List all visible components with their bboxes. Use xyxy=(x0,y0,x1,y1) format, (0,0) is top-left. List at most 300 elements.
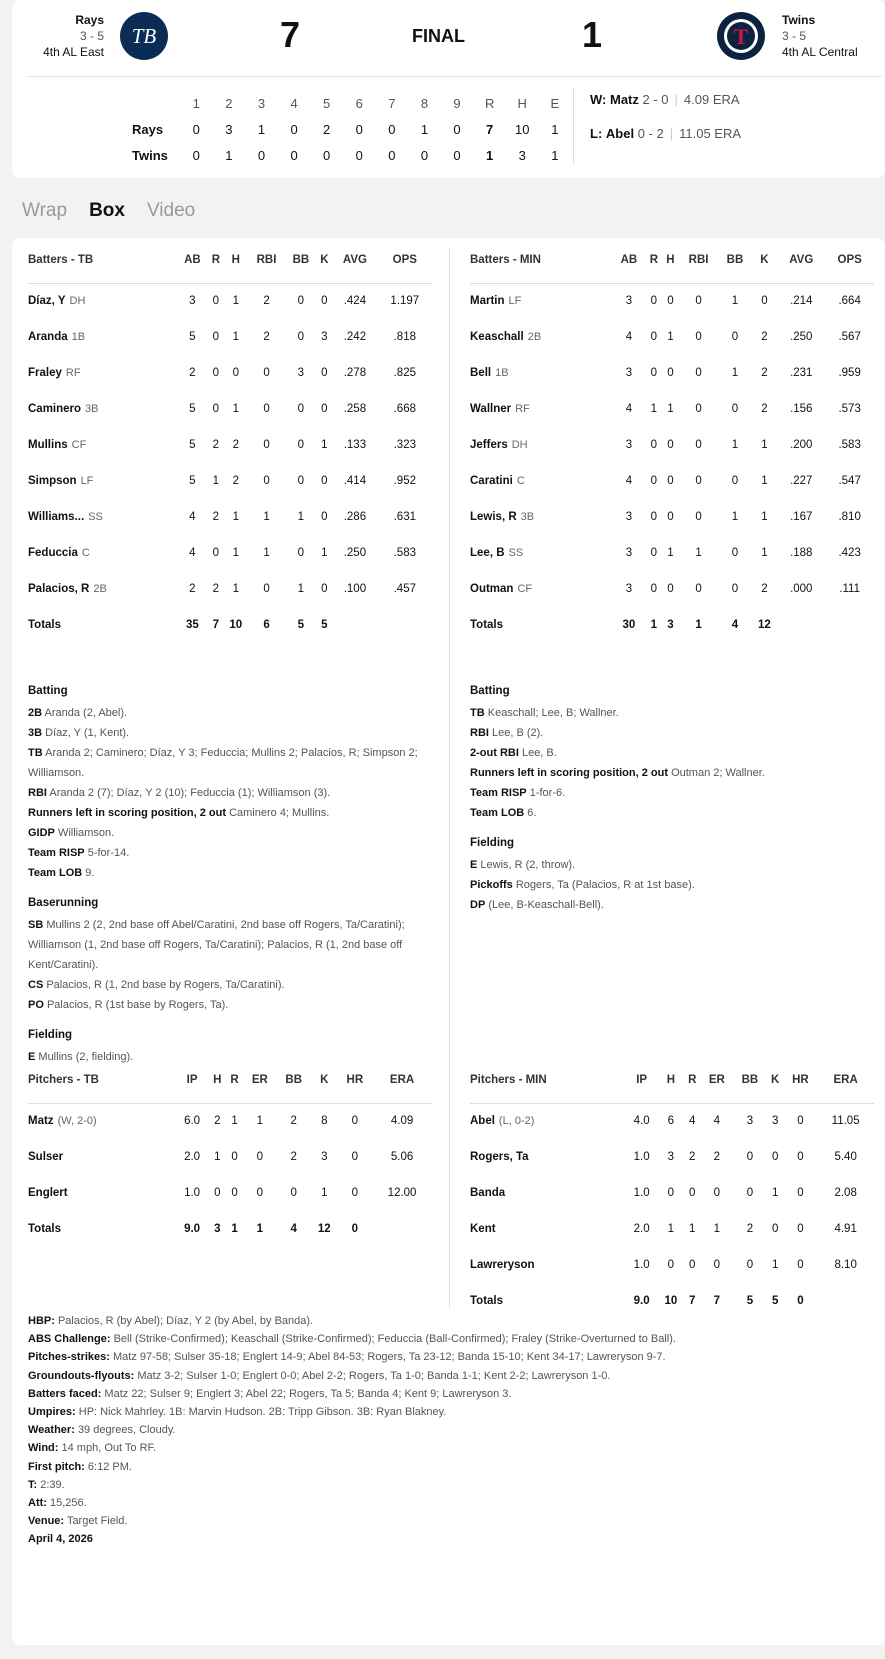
linescore-cell: 0 xyxy=(257,147,266,163)
stat-cell: 2 xyxy=(189,367,196,379)
column-header[interactable]: AVG xyxy=(332,238,377,283)
notes-section-title: Batting xyxy=(470,685,510,697)
pitcher-row[interactable] xyxy=(470,1103,874,1139)
stat-cell: 0 xyxy=(731,475,739,487)
column-header[interactable]: R xyxy=(208,238,224,283)
player-name[interactable]: Feduccia xyxy=(28,547,78,559)
away-team-name: Rays xyxy=(75,13,104,27)
batter-row[interactable] xyxy=(470,499,874,535)
stat-cell: 0 xyxy=(695,439,702,451)
player-position: 3B xyxy=(520,511,535,523)
score-header xyxy=(12,0,885,178)
batter-row[interactable] xyxy=(470,283,874,319)
note-value: Lewis, R (2, throw). xyxy=(480,859,576,871)
pitcher-name[interactable]: Lawreryson xyxy=(470,1259,535,1271)
note-line xyxy=(470,855,872,875)
table-title: Batters - TB xyxy=(28,238,177,283)
stat-cell: 8 xyxy=(321,1115,328,1128)
home-team-info[interactable] xyxy=(782,12,882,60)
column-header[interactable]: R xyxy=(684,1058,701,1103)
stat-cell: 1 xyxy=(667,403,674,415)
totals-cell: 5 xyxy=(297,619,305,631)
totals-cell: 10 xyxy=(664,1295,678,1307)
stat-cell: 3 xyxy=(625,439,633,451)
linescore-row-away xyxy=(132,116,571,142)
player-cell[interactable] xyxy=(28,535,177,571)
stat-cell: 4.0 xyxy=(633,1115,650,1128)
stat-cell: 1 xyxy=(731,439,739,451)
note-value: Lee, B. xyxy=(521,747,557,759)
game-info-key: Att: xyxy=(28,1497,47,1510)
totals-label: Totals xyxy=(28,1223,62,1235)
player-name[interactable]: Wallner xyxy=(470,403,512,415)
pitcher-name[interactable]: Englert xyxy=(28,1187,68,1199)
batter-row[interactable] xyxy=(470,535,874,571)
game-info-key: Umpires: xyxy=(28,1406,76,1419)
column-header[interactable]: H xyxy=(662,238,679,283)
player-position: 2B xyxy=(93,583,107,595)
column-header[interactable]: RBI xyxy=(248,238,285,283)
batter-row[interactable] xyxy=(28,283,432,319)
stat-cell: 4 xyxy=(625,475,633,487)
player-name[interactable]: Simpson xyxy=(28,475,77,487)
game-info-value: 14 mph, Out To RF. xyxy=(61,1442,157,1455)
tab-box[interactable]: Box xyxy=(89,200,125,221)
column-header[interactable]: BB xyxy=(276,1058,311,1103)
totals-cell: 4 xyxy=(290,1223,297,1235)
stat-cell: 1.0 xyxy=(633,1151,650,1163)
stat-cell: 0 xyxy=(695,511,702,523)
player-name[interactable]: Lewis, R xyxy=(470,511,517,523)
notes-section-title: Baserunning xyxy=(28,897,99,909)
stat-cell: 0 xyxy=(695,403,702,415)
stat-cell: 3 xyxy=(297,367,305,379)
column-header[interactable]: R xyxy=(226,1058,243,1103)
stat-cell: 3 xyxy=(625,547,633,559)
column-header[interactable]: BB xyxy=(285,238,316,283)
player-cell[interactable] xyxy=(28,427,177,463)
stat-cell: 1 xyxy=(761,439,768,451)
batter-row[interactable] xyxy=(28,463,432,499)
player-position: DH xyxy=(69,295,86,308)
player-name[interactable]: Keaschall xyxy=(470,331,524,343)
stat-cell: 1 xyxy=(232,403,239,415)
pitcher-row[interactable] xyxy=(470,1139,874,1175)
linescore-cell: 0 xyxy=(453,147,461,163)
pitcher-name[interactable]: Abel xyxy=(470,1115,495,1128)
stat-cell: 2 xyxy=(761,583,768,595)
batter-row[interactable] xyxy=(470,463,874,499)
column-header[interactable]: K xyxy=(767,1058,784,1103)
note-value: Aranda 2 (7); Díaz, Y 2 (10); Feduccia (1); Williamson (3). xyxy=(49,787,331,799)
linescore-cell: 0 xyxy=(453,121,461,137)
player-name[interactable]: Aranda xyxy=(28,331,68,343)
totals-cell: 10 xyxy=(229,619,243,631)
stat-cell: 0 xyxy=(689,1187,696,1199)
stat-cell: 1 xyxy=(232,331,239,343)
svg-text:T: T xyxy=(733,24,749,49)
column-header[interactable]: K xyxy=(311,1058,338,1103)
stat-cell: .547 xyxy=(838,475,861,487)
batter-row[interactable] xyxy=(470,571,874,607)
stat-cell: 1 xyxy=(771,1187,779,1199)
player-position: LF xyxy=(508,295,522,308)
stat-cell: .188 xyxy=(790,547,813,559)
stat-cell: 1 xyxy=(232,295,239,308)
column-header[interactable]: AB xyxy=(612,238,645,283)
pitcher-decision: (L, 0-2) xyxy=(498,1115,535,1128)
game-info-key: ABS Challenge: xyxy=(28,1333,111,1346)
batter-row[interactable] xyxy=(470,427,874,463)
linescore-col: H xyxy=(517,95,527,111)
game-info-key: Groundouts-flyouts: xyxy=(28,1369,135,1382)
stat-cell: 0 xyxy=(351,1187,359,1199)
linescore-col: 6 xyxy=(355,95,363,111)
stat-cell: 2 xyxy=(290,1115,297,1128)
min-column xyxy=(470,238,885,1307)
note-value: (Lee, B-Keaschall-Bell). xyxy=(488,899,604,911)
stat-cell: 2.0 xyxy=(184,1151,201,1163)
note-key: DP xyxy=(470,899,486,911)
linescore-cell: 0 xyxy=(355,121,363,137)
column-header[interactable]: HR xyxy=(784,1058,818,1103)
note-key: E xyxy=(470,859,478,871)
column-header[interactable]: ERA xyxy=(817,1058,874,1103)
player-name[interactable]: Bell xyxy=(470,367,492,379)
player-cell[interactable] xyxy=(470,1247,625,1283)
stat-cell: 0 xyxy=(297,331,305,343)
stat-cell: 5 xyxy=(189,475,196,487)
pitcher-name[interactable]: Rogers, Ta xyxy=(470,1151,529,1163)
column-header[interactable]: K xyxy=(317,238,333,283)
stat-cell: 2 xyxy=(761,403,768,415)
stat-cell: 2 xyxy=(214,1115,221,1128)
column-header[interactable]: ERA xyxy=(372,1058,432,1103)
batter-row[interactable] xyxy=(28,355,432,391)
totals-cell: 9.0 xyxy=(184,1223,201,1235)
note-value: Outman 2; Wallner. xyxy=(671,767,765,779)
game-info-line xyxy=(28,1476,878,1494)
player-name[interactable]: Caratini xyxy=(470,475,513,487)
stat-cell: 0 xyxy=(797,1151,804,1163)
totals-cell: 0 xyxy=(797,1295,804,1307)
linescore-col: 8 xyxy=(420,95,429,111)
stat-cell: .423 xyxy=(838,547,861,559)
batter-row[interactable] xyxy=(28,391,432,427)
stat-cell: .227 xyxy=(790,475,813,487)
note-value: Keaschall; Lee, B; Wallner. xyxy=(487,707,619,719)
stat-cell: 5 xyxy=(189,403,196,415)
player-name[interactable]: Fraley xyxy=(28,367,62,379)
stat-cell: 0 xyxy=(731,403,739,415)
batter-row[interactable] xyxy=(470,355,874,391)
game-info-line xyxy=(28,1512,878,1530)
stat-cell: 0 xyxy=(212,367,220,379)
player-cell[interactable] xyxy=(470,1103,625,1139)
player-cell[interactable] xyxy=(470,499,612,535)
player-name[interactable]: Caminero xyxy=(28,403,82,415)
stat-cell: 0 xyxy=(650,331,658,343)
player-cell[interactable] xyxy=(28,571,177,607)
pitcher-row[interactable] xyxy=(28,1139,432,1175)
stat-cell: 2 xyxy=(761,331,768,343)
header-divider xyxy=(28,76,882,77)
stat-cell: 0 xyxy=(290,1187,297,1199)
player-cell[interactable] xyxy=(470,391,612,427)
stat-cell: 3 xyxy=(625,583,633,595)
batter-row[interactable] xyxy=(28,571,432,607)
player-position: LF xyxy=(80,475,94,487)
linescore-col: 9 xyxy=(453,95,461,111)
game-info-line xyxy=(28,1348,878,1366)
game-info-value: Palacios, R (by Abel); Díaz, Y 2 (by Abel, by Banda). xyxy=(57,1315,314,1327)
stat-cell: .133 xyxy=(343,439,367,451)
stat-cell: 0 xyxy=(321,475,328,487)
player-cell[interactable] xyxy=(470,1139,625,1175)
player-cell[interactable] xyxy=(28,355,177,391)
away-team-info[interactable] xyxy=(12,12,104,60)
player-cell[interactable] xyxy=(28,1175,175,1211)
linescore-cell: 0 xyxy=(323,147,331,163)
tab-wrap[interactable]: Wrap xyxy=(22,200,68,221)
player-position: C xyxy=(81,547,90,559)
player-cell[interactable] xyxy=(28,1139,175,1175)
rays-logo-icon[interactable] xyxy=(120,12,168,60)
stat-cell: 4 xyxy=(189,511,196,523)
player-name[interactable]: Lee, B xyxy=(470,547,505,559)
tb-batting-header xyxy=(28,238,432,283)
stat-cell: 5 xyxy=(189,439,196,451)
pitcher-name[interactable]: Sulser xyxy=(28,1151,64,1163)
stat-cell: 0 xyxy=(212,403,220,415)
note-value: 1-for-6. xyxy=(529,787,566,799)
stat-cell: .959 xyxy=(838,367,861,379)
stat-cell: 0 xyxy=(297,295,305,308)
game-info-line xyxy=(28,1403,878,1421)
player-cell[interactable] xyxy=(470,1211,625,1247)
winning-pitcher[interactable]: W: Matz 2 - 0 | 4.09 ERA xyxy=(590,92,740,107)
pitcher-row[interactable] xyxy=(470,1175,874,1211)
player-cell[interactable] xyxy=(470,283,612,319)
player-cell[interactable] xyxy=(470,535,612,571)
stat-cell: .258 xyxy=(343,403,367,415)
game-info-line xyxy=(28,1421,878,1439)
game-info-value: 39 degrees, Cloudy. xyxy=(77,1424,176,1437)
column-header[interactable]: AB xyxy=(177,238,208,283)
column-header[interactable]: R xyxy=(646,238,663,283)
decisions-divider xyxy=(573,88,574,164)
stat-cell: 0 xyxy=(650,583,658,595)
stat-cell: 0 xyxy=(212,547,220,559)
note-line xyxy=(470,783,872,803)
stat-cell: .250 xyxy=(790,331,813,343)
player-name[interactable]: Williams... xyxy=(28,511,85,523)
linescore-team: Twins xyxy=(132,147,168,163)
away-score: 7 xyxy=(280,14,301,55)
player-cell[interactable] xyxy=(470,571,612,607)
stat-cell: 1 xyxy=(689,1223,696,1235)
note-value: 5-for-14. xyxy=(87,847,130,859)
pitcher-row[interactable] xyxy=(470,1211,874,1247)
column-divider xyxy=(449,248,450,1308)
stat-cell: 2 xyxy=(263,331,270,343)
column-header[interactable]: ER xyxy=(243,1058,276,1103)
stat-cell: 5.06 xyxy=(390,1151,414,1163)
note-value: Aranda 2; Caminero; Díaz, Y 3; Feduccia; Mullins 2; Palacios, R; Simpson 2; Williamson. xyxy=(28,747,418,779)
column-header[interactable]: RBI xyxy=(679,238,719,283)
column-header[interactable]: BB xyxy=(718,238,751,283)
player-position: C xyxy=(516,475,525,487)
stat-cell: 1.0 xyxy=(184,1187,201,1199)
game-info-key: Batters faced: xyxy=(28,1387,102,1400)
linescore-cell: 1 xyxy=(225,147,233,163)
column-header[interactable]: OPS xyxy=(825,238,874,283)
stat-cell: 5 xyxy=(189,331,196,343)
game-info-line xyxy=(28,1458,878,1476)
player-cell[interactable] xyxy=(470,427,612,463)
batter-row[interactable] xyxy=(470,391,874,427)
column-header[interactable]: ER xyxy=(701,1058,733,1103)
linescore-cell: 0 xyxy=(192,121,200,137)
stat-cell: 0 xyxy=(695,583,702,595)
stat-cell: .573 xyxy=(838,403,861,415)
losing-pitcher-record: 0 - 2 xyxy=(637,126,664,141)
note-line xyxy=(470,763,872,783)
note-key: E xyxy=(28,1051,36,1063)
column-header[interactable]: OPS xyxy=(378,238,432,283)
stat-cell: .631 xyxy=(393,511,416,523)
player-cell[interactable] xyxy=(470,463,612,499)
pitcher-row[interactable] xyxy=(28,1175,432,1211)
player-name[interactable]: Díaz, Y xyxy=(28,295,66,308)
totals-cell: 1 xyxy=(256,1223,264,1235)
totals-row xyxy=(28,607,432,643)
tab-video[interactable]: Video xyxy=(146,200,196,221)
player-cell[interactable] xyxy=(470,319,612,355)
player-cell[interactable] xyxy=(28,319,177,355)
stat-cell: .100 xyxy=(343,583,367,595)
totals-cell: 6 xyxy=(263,619,270,631)
stat-cell: 3 xyxy=(321,1151,328,1163)
pitcher-row[interactable] xyxy=(470,1247,874,1283)
player-name[interactable]: Palacios, R xyxy=(28,583,90,595)
player-cell[interactable] xyxy=(28,499,177,535)
twins-logo-icon[interactable] xyxy=(717,12,765,60)
player-name[interactable]: Mullins xyxy=(28,439,68,451)
player-name[interactable]: Jeffers xyxy=(470,439,508,451)
batter-row[interactable] xyxy=(28,427,432,463)
stat-cell: 0 xyxy=(667,295,674,308)
svg-text:TB: TB xyxy=(131,24,157,48)
linescore-cell: 0 xyxy=(420,147,429,163)
note-value: Aranda (2, Abel). xyxy=(44,707,128,719)
stat-cell: 0 xyxy=(297,547,305,559)
stat-cell: 2 xyxy=(689,1151,696,1163)
column-header[interactable]: IP xyxy=(175,1058,208,1103)
tb-batting-table xyxy=(28,238,432,643)
column-header[interactable]: AVG xyxy=(777,238,825,283)
note-value: Palacios, R (1, 2nd base by Rogers, Ta/Caratini). xyxy=(46,979,285,991)
stat-cell: 1 xyxy=(214,1151,221,1163)
player-position: 1B xyxy=(495,367,509,379)
tb-game-notes xyxy=(28,681,430,1067)
pitcher-name[interactable]: Matz xyxy=(28,1115,54,1128)
player-cell[interactable] xyxy=(28,1103,175,1139)
player-name[interactable]: Outman xyxy=(470,583,514,595)
note-value: Mullins (2, fielding). xyxy=(38,1051,134,1063)
batter-row[interactable] xyxy=(28,535,432,571)
stat-cell: 1 xyxy=(212,475,220,487)
player-name[interactable]: Martin xyxy=(470,295,505,308)
stat-cell: 0 xyxy=(263,439,270,451)
stat-cell: 4 xyxy=(689,1115,696,1128)
stat-cell: 0 xyxy=(650,295,658,308)
player-cell[interactable] xyxy=(28,463,177,499)
winning-pitcher-record: 2 - 0 xyxy=(642,92,669,107)
linescore-runs: 7 xyxy=(486,121,494,137)
player-position: CF xyxy=(71,439,87,451)
game-info-key: Pitches-strikes: xyxy=(28,1351,110,1364)
stat-cell: 1 xyxy=(232,583,239,595)
totals-cell xyxy=(372,1211,432,1247)
stat-cell: 0 xyxy=(263,403,270,415)
stat-cell: .231 xyxy=(790,367,813,379)
pitcher-name[interactable]: Kent xyxy=(470,1223,496,1235)
losing-pitcher[interactable]: L: Abel 0 - 2 | 11.05 ERA xyxy=(590,126,742,141)
note-value: Palacios, R (1st base by Rogers, Ta). xyxy=(46,999,229,1011)
column-header[interactable]: K xyxy=(752,238,778,283)
player-cell[interactable] xyxy=(28,391,177,427)
game-status: FINAL xyxy=(412,26,465,46)
player-cell[interactable] xyxy=(470,355,612,391)
totals-cell xyxy=(332,607,377,643)
column-header[interactable]: H xyxy=(209,1058,226,1103)
totals-cell: 3 xyxy=(667,619,674,631)
column-header[interactable]: H xyxy=(658,1058,684,1103)
batter-row[interactable] xyxy=(28,319,432,355)
winning-pitcher-name: Matz xyxy=(610,92,639,107)
pitcher-decision: (W, 2-0) xyxy=(57,1115,97,1128)
totals-cell: 9.0 xyxy=(633,1295,650,1307)
totals-cell: 5 xyxy=(746,1295,754,1307)
batter-row[interactable] xyxy=(28,499,432,535)
batter-row[interactable] xyxy=(470,319,874,355)
stat-cell: 1.197 xyxy=(390,295,420,308)
column-header[interactable]: IP xyxy=(625,1058,657,1103)
winning-pitcher-era: 4.09 ERA xyxy=(683,92,740,107)
away-team-standing: 4th AL East xyxy=(43,45,104,59)
pitcher-name[interactable]: Banda xyxy=(470,1187,506,1199)
column-header[interactable]: BB xyxy=(733,1058,767,1103)
stat-cell: 1 xyxy=(667,331,674,343)
pitcher-row[interactable] xyxy=(28,1103,432,1139)
column-header[interactable]: HR xyxy=(338,1058,373,1103)
note-key: RBI xyxy=(28,787,47,799)
column-header[interactable]: H xyxy=(224,238,248,283)
note-value: Caminero 4; Mullins. xyxy=(229,807,330,819)
player-cell[interactable] xyxy=(28,283,177,319)
stat-cell: 2 xyxy=(212,511,220,523)
linescore-col: 7 xyxy=(388,95,396,111)
linescore-cell: 3 xyxy=(225,121,233,137)
player-position: CF xyxy=(517,583,533,595)
player-cell[interactable] xyxy=(470,1175,625,1211)
linescore-cell: 0 xyxy=(290,147,298,163)
stat-cell: 0 xyxy=(689,1259,696,1271)
stat-cell: 0 xyxy=(771,1151,779,1163)
game-info-value: Bell (Strike-Confirmed); Keaschall (Strike-Confirmed); Feduccia (Ball-Confirmed); Fraley (Strike-Overturned to Ball). xyxy=(113,1333,676,1346)
game-info-key: Venue: xyxy=(28,1515,65,1528)
